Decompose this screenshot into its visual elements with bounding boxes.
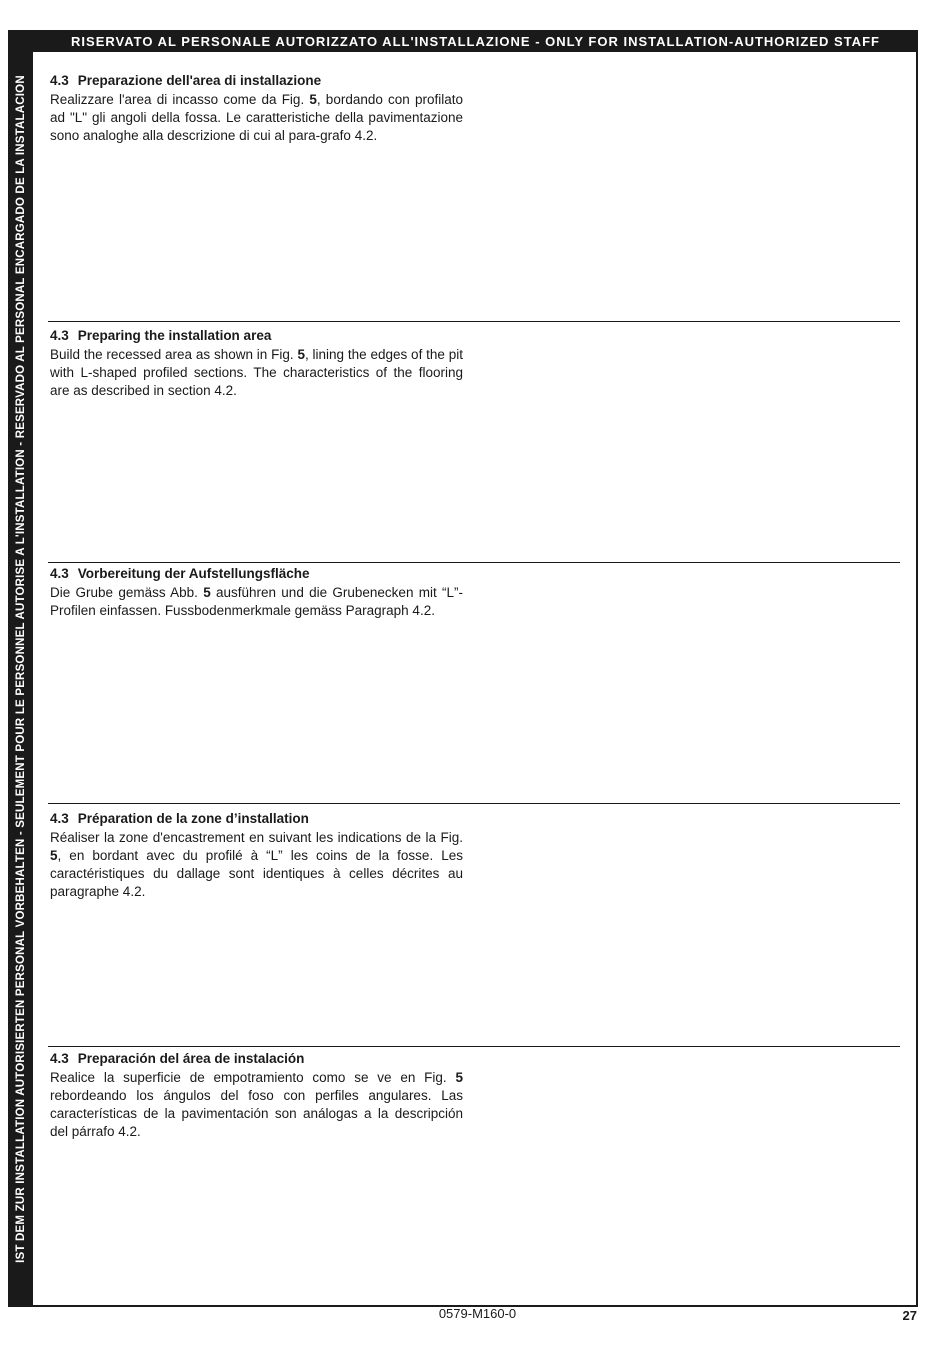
section-heading — [50, 327, 463, 345]
section-divider — [48, 321, 900, 322]
section-number: 4.3 — [50, 1051, 69, 1066]
body-text: Build the recessed area as shown in Fig. — [50, 347, 298, 362]
section-title: Preparación del área de instalación — [77, 1051, 305, 1066]
section-heading — [50, 72, 463, 90]
section-spanish — [50, 1050, 463, 1141]
body-text: , bordando con profilato ad "L" gli angoli della fossa. Le caratteristiche della pavimentazione sono analoghe alla descrizione di cui al para-grafo 4.2. — [50, 92, 463, 143]
body-text: Realizzare l'area di incasso come da Fig. — [50, 92, 310, 107]
figure-ref: 5 — [297, 347, 305, 362]
figure-ref: 5 — [309, 92, 317, 107]
section-number: 4.3 — [50, 811, 69, 826]
document-code: 0579-M160-0 — [438, 1306, 517, 1321]
figure-ref: 5 — [50, 848, 58, 863]
body-text: , lining the edges of the pit with L-shaped profiled sections. The characteristics of the flooring are as described in section 4.2. — [50, 347, 463, 398]
section-divider — [48, 1046, 900, 1047]
page-number: 27 — [902, 1308, 917, 1323]
section-body — [50, 1069, 463, 1141]
section-number: 4.3 — [50, 328, 69, 343]
section-divider — [48, 803, 900, 804]
body-text: ausführen und die Grubenecken mit “L”-Profilen einfassen. Fussbodenmerkmale gemäss Paragraph 4.2. — [50, 585, 463, 618]
section-number: 4.3 — [50, 73, 69, 88]
section-title: Preparing the installation area — [77, 328, 272, 343]
body-text: , en bordant avec du profilé à “L” les coins de la fosse. Les caractéristiques du dallage sont identiques à celles décrites au paragraphe 4.2. — [50, 848, 463, 899]
section-title: Préparation de la zone d’installation — [77, 811, 309, 826]
section-body — [50, 346, 463, 400]
body-text: Die Grube gemäss Abb. — [50, 585, 204, 600]
section-title: Vorbereitung der Aufstellungsfläche — [77, 566, 310, 581]
side-banner-text: IST DEM ZUR INSTALLATION AUTORISIERTEN PERSONAL VORBEHALTEN - SEULEMENT POUR LE PERSONNEL AUTORISE A L'INSTALLATION - RESERVADO AL PERSONAL ENCARGADO DE LA INSTALACION — [14, 74, 27, 1263]
section-heading — [50, 810, 463, 828]
section-german — [50, 565, 463, 620]
body-text: Réaliser la zone d'encastrement en suivant les indications de la Fig. — [50, 830, 463, 845]
section-french — [50, 810, 463, 901]
section-number: 4.3 — [50, 566, 69, 581]
body-text: rebordeando los ángulos del foso con perfiles angulares. Las características de la pavimentación son análogas a la descripción del párrafo 4.2. — [50, 1088, 463, 1139]
body-text: Realice la superficie de empotramiento como se ve en Fig. — [50, 1070, 456, 1085]
header-banner-text: RISERVATO AL PERSONALE AUTORIZZATO ALL'INSTALLAZIONE - ONLY FOR INSTALLATION-AUTHORIZED STAFF — [71, 33, 880, 49]
section-body — [50, 829, 463, 901]
section-italian — [50, 72, 463, 145]
figure-ref: 5 — [203, 585, 211, 600]
section-heading — [50, 565, 463, 583]
section-body — [50, 584, 463, 620]
figure-ref: 5 — [455, 1070, 463, 1085]
section-title: Preparazione dell'area di installazione — [77, 73, 322, 88]
header-banner — [33, 30, 918, 52]
section-english — [50, 327, 463, 400]
section-heading — [50, 1050, 463, 1068]
section-body — [50, 91, 463, 145]
section-divider — [48, 562, 900, 563]
